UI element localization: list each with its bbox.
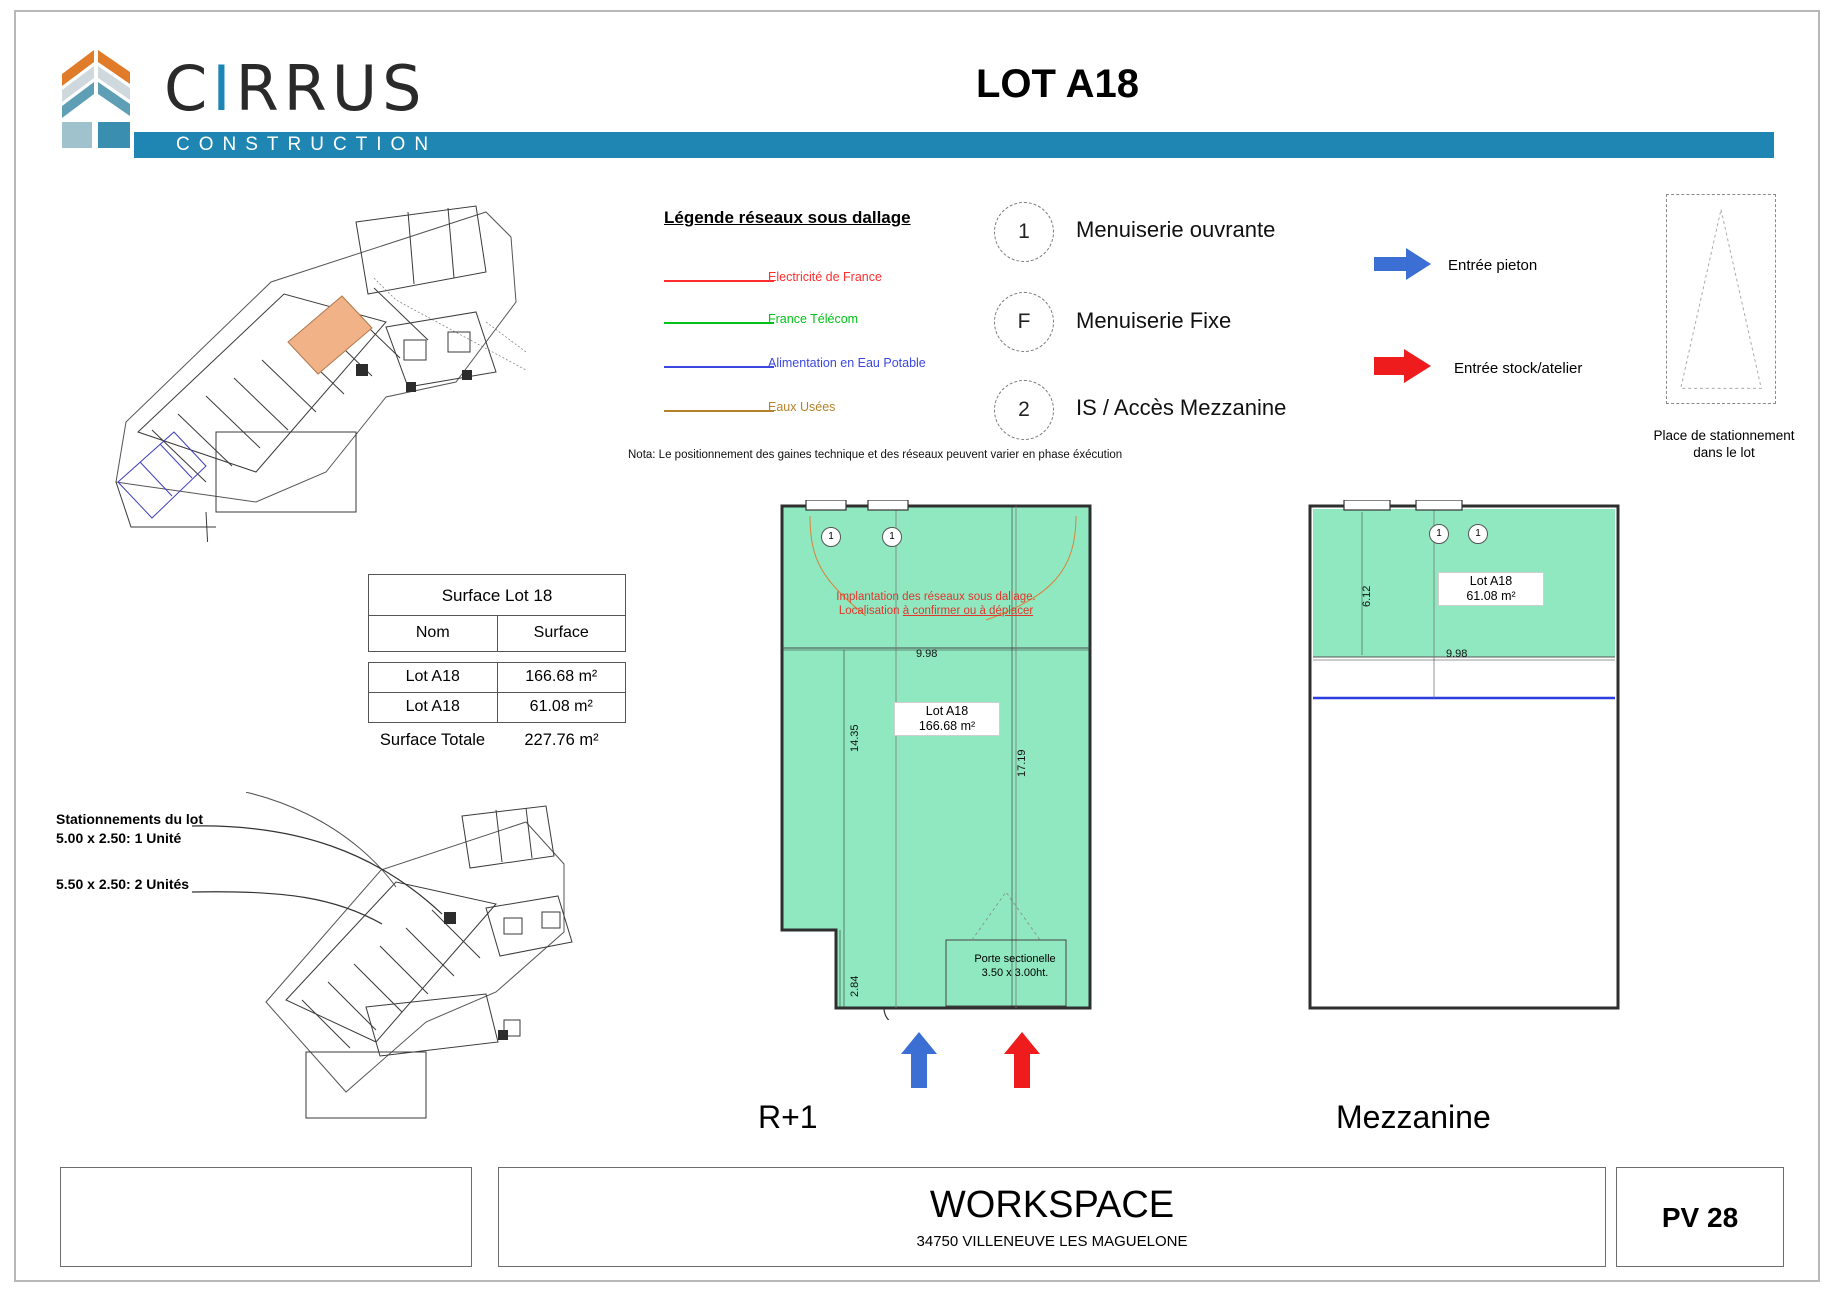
footer-left-box [60,1167,472,1267]
legend-line-water-icon [664,366,774,368]
legend-line-telecom-icon [664,322,774,324]
parking-space-box [1666,194,1776,404]
stock-entry-arrow-icon [1374,349,1432,383]
legend-line-wastewater-icon [664,410,774,412]
surface-col-name: Nom [369,616,498,651]
footer-sheet-code-box [1616,1167,1784,1267]
legend-nota: Nota: Le positionnement des gaines technique et des réseaux peuvent varier en phase éxécution [628,449,1123,461]
marker-symbol-2: 2 [994,380,1054,440]
surface-table-header-row [368,616,626,652]
plan-rdc-dim-bottom-left: 2.84 [849,975,861,997]
cell-name-0: Lot A18 [369,663,498,692]
marker-label-1: Menuiserie Fixe [1076,308,1232,333]
surface-table-body [368,662,626,723]
project-title: WORKSPACE [929,1184,1175,1226]
plan-mezz-dim-width: 9.98 [1446,648,1468,660]
drawing-sheet [14,10,1820,1282]
plan-mezz-room-label [1438,572,1544,606]
logo-letter-i: I [212,52,236,125]
plan-rdc-marker-0: 1 [821,527,841,547]
plan-rdc-door-note [952,952,1078,980]
plan-mezz-marker-1: 1 [1468,524,1488,544]
legend-item-3 [664,400,994,422]
page-title: LOT A18 [976,62,1139,106]
legend-label-0: Electricité de France [768,270,882,284]
legend-label-1: France Télécom [768,312,859,326]
footer-project-box [498,1167,1606,1267]
surface-table [368,574,626,755]
parking-notes-line1: 5.00 x 2.50: 1 Unité [56,830,182,846]
pedestrian-entry-label: Entrée pieton [1448,257,1538,274]
marker-label-2: IS / Accès Mezzanine [1076,395,1287,420]
plan-rdc-drawing [776,500,1116,1020]
logo-wordmark [164,52,427,125]
plan-rdc-pedestrian-arrow-icon [901,1032,937,1088]
legend-line-electricity-icon [664,280,774,282]
stock-entry-label: Entrée stock/atelier [1454,360,1583,377]
plan-mezz-marker-0: 1 [1429,524,1449,544]
plan-mezz-dim-height: 6.12 [1361,585,1373,607]
plan-rdc-floor-name: R+1 [758,1099,818,1135]
plan-rdc-room-name: Lot A18 [925,704,969,718]
plan-rdc-red-note [806,590,1066,618]
surface-total-label: Surface Totale [379,731,486,749]
table-row [369,663,625,692]
parking-caption-line1: Place de stationnement [1653,428,1795,443]
project-address: 34750 VILLENEUVE LES MAGUELONE [916,1233,1188,1250]
marker-symbol-1: F [994,292,1054,352]
red-note-line2-underline: à confirmer ou à déplacer [902,605,1034,617]
red-note-line1: Implantation des réseaux sous dallage. [836,591,1036,603]
cell-surface-0: 166.68 m² [525,668,598,685]
plan-rdc-marker-1: 1 [882,527,902,547]
legend-item-2 [664,356,994,378]
parking-leader-lines [186,812,506,982]
door-note-line1: Porte sectionelle [974,953,1056,965]
table-row [369,692,625,722]
red-note-line2-prefix: Localisation [838,605,903,617]
parking-notes-line2-wrap [56,875,189,894]
parking-notes-block [56,810,203,848]
logo-letter-c: C [164,52,213,125]
parking-caption-line2: dans le lot [1693,445,1755,460]
cell-name-1: Lot A18 [369,693,498,722]
door-note-line2: 3.50 x 3.00ht. [981,967,1049,979]
plan-rdc-room-label [894,702,1000,736]
sheet-code: PV 28 [1661,1202,1739,1233]
plan-rdc-dim-top-width: 9.98 [916,648,938,660]
legend-title: Légende réseaux sous dallage [664,208,911,227]
plan-rdc-stock-arrow-icon [1004,1032,1040,1088]
plan-rdc-room-area: 166.68 m² [918,719,976,733]
pedestrian-entry-arrow-icon [1374,247,1432,281]
parking-caption [1624,427,1824,461]
cell-surface-1: 61.08 m² [529,698,593,715]
surface-col-surface: Surface [533,624,589,641]
parking-notes-title: Stationnements du lot [56,811,203,827]
legend-label-2: Alimentation en Eau Potable [768,356,926,370]
legend-label-3: Eaux Usées [768,400,836,414]
plan-rdc-dim-center-height: 17.19 [1016,749,1028,777]
plan-mezz-floor-name: Mezzanine [1336,1099,1491,1135]
marker-label-0: Menuiserie ouvrante [1076,217,1276,242]
logo-letters-rrus: RRUS [235,52,427,125]
plan-mezz-room-name: Lot A18 [1469,574,1513,588]
surface-total-row [368,725,626,755]
marker-symbol-0: 1 [994,202,1054,262]
parking-space-icon [1667,195,1775,403]
plan-rdc-dim-left-height: 14.35 [849,724,861,752]
logo-subtitle: CONSTRUCTION [176,134,438,155]
legend-item-1 [664,312,994,334]
legend-item-0 [664,270,994,292]
parking-notes-line2: 5.50 x 2.50: 2 Unités [56,876,190,892]
site-plan-overview [56,182,576,542]
surface-table-title: Surface Lot 18 [368,574,626,616]
plan-mezz-room-area: 61.08 m² [1466,589,1516,603]
surface-total-value: 227.76 m² [524,731,599,749]
